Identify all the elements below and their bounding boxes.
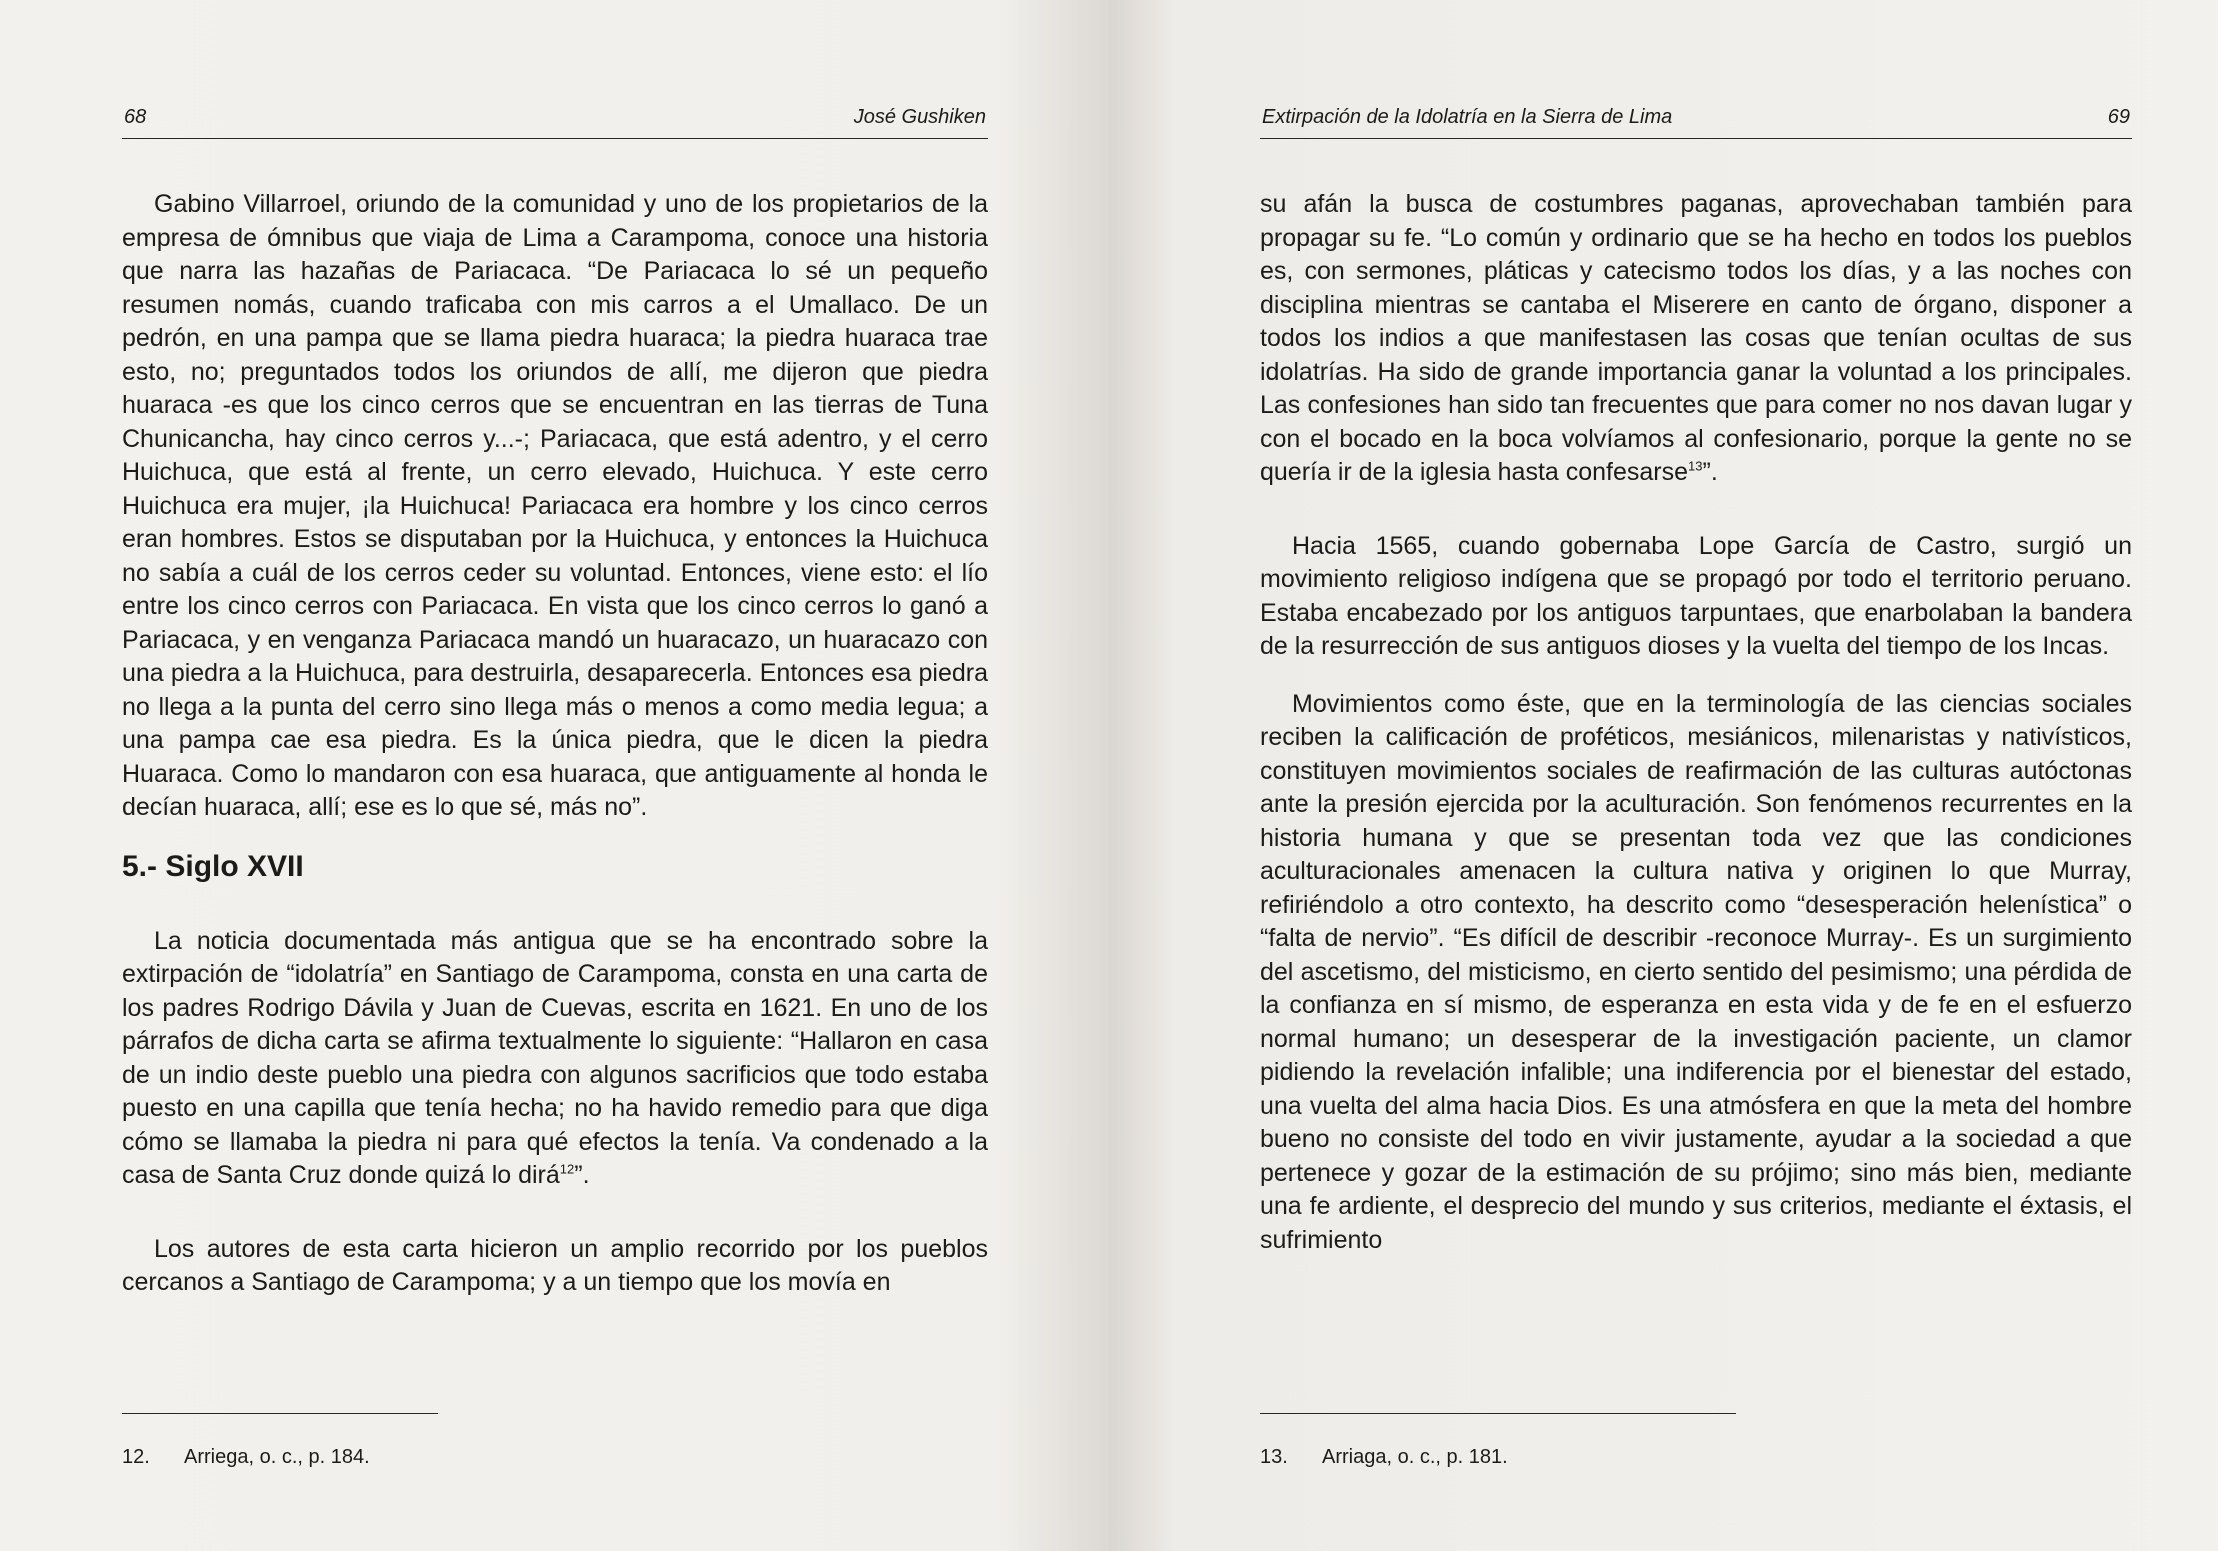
paragraph-text: su afán la busca de costumbres paganas, aprovechaban también para propagar su fe. “Lo común y ordinario que se ha hecho en todos los pueblos es, con sermones, pláticas y catecismo todos los días, y a las noches con disciplina mientras se cantaba el Miserere en canto de órgano, disponer a todos los indios a que manifestasen las cosas que tenían ocultas de sus idolatrías. Ha sido de grande importancia ganar la voluntad a los principales. Las confesiones han sido tan frecuentes que para comer no nos davan lugar y con el bocado en la boca volvíamos al confesionario, porque la gente no se quería ir de la iglesia hasta confesarse: [1260, 190, 2132, 486]
left-running-header: [122, 104, 988, 139]
page-number: 68: [124, 106, 147, 128]
page-number: 69: [2107, 106, 2130, 128]
quote-close: ”.: [1702, 458, 1718, 486]
running-head-author: José Gushiken: [853, 106, 986, 128]
right-body-text: [1260, 188, 2132, 1257]
paragraph: Los autores de esta carta hicieron un amplio recorrido por los pueblos cercanos a Santiago de Carampoma; y a un tiempo que los movía en: [122, 1234, 988, 1296]
section-heading: 5.- Siglo XVII: [122, 849, 304, 883]
quote-close: ”.: [574, 1161, 590, 1189]
footnote-number: 13.: [1260, 1446, 1288, 1468]
right-page: [1109, 0, 2218, 1551]
paragraph-text: La noticia documentada más antigua que se ha encontrado sobre la extirpación de “idolatría” en Santiago de Carampoma, consta en una carta de los padres Rodrigo Dávila y Juan de Cuevas, escrita en 1621. En uno de los párrafos de dicha carta se afirma textualmente lo siguiente: “Hallaron en casa de un indio deste pueblo una piedra con algunos sacrificios que todo estaba puesto en una capilla que tenía hecha; no ha havido remedio para que diga cómo se llamaba la piedra ni para qué efectos la tenía. Va condenado a la casa de Santa Cruz donde quizá lo dirá: [122, 926, 988, 1189]
right-running-header: [1260, 104, 2132, 139]
footnote-text: Arriaga, o. c., p. 181.: [1322, 1446, 1508, 1468]
paragraph: Hacia 1565, cuando gobernaba Lope García de Castro, surgió un movimiento religioso indígena que se propagó por todo el territorio peruano. Estaba encabezado por los antiguos tarpuntaes, que enarbolaban la bandera de la resurrección de sus antiguos dioses y la vuelta del tiempo de los Incas.: [1260, 531, 2132, 660]
paragraph: [122, 925, 988, 1193]
left-body-text: [122, 188, 988, 1300]
paragraph: Gabino Villarroel, oriundo de la comunidad y uno de los propietarios de la empresa de ómnibus que viaja de Lima a Carampoma, conoce una historia que narra las hazañas de Pariacaca. “De Pariacaca lo sé un pequeño resumen nomás, cuando traficaba con mis carros a el Umallaco. De un pedrón, en una pampa que se llama piedra huaraca; la piedra huaraca trae esto, no; preguntados todos los oriundos de allí, me dijeron que piedra huaraca -es que los cinco cerros que se encuentran en las tierras de Tuna Chunicancha, hay cinco cerros y...-; Pariacaca, que está adentro, y el cerro Huichuca, que está al frente, un cerro elevado, Huichuca. Y este cerro Huichuca era mujer, ¡la Huichuca! Pariacaca era hombre y los cinco cerros eran hombres. Estos se disputaban por la Huichuca, y entonces la Huichuca no sabía a cuál de los cerros ceder su voluntad. Entonces, viene esto: el lío entre los cinco cerros con Pariacaca. En vista que los cinco cerros lo ganó a Pariacaca, y en venganza Pariacaca mandó un huaracazo, un huaracazo con una piedra a la Huichuca, para destruirla, desaparecerla. Entonces esa piedra no llega a la punta del cerro sino llega más o menos a como media legua; a una pampa cae esa piedra. Es la única piedra, que le dicen la piedra Huaraca. Como lo mandaron con esa huaraca, que antiguamente al honda le decían huaraca, allí; ese es lo que sé, más no”.: [122, 190, 988, 821]
running-head-title: Extirpación de la Idolatría en la Sierra de Lima: [1262, 106, 1673, 128]
footnote-number: 12.: [122, 1446, 150, 1468]
footnote-rule: [122, 1413, 438, 1414]
footnote-ref: 13: [1688, 458, 1703, 474]
footnote-ref: 12: [559, 1161, 575, 1177]
paragraph: Movimientos como éste, que en la terminología de las ciencias sociales reciben la calificación de proféticos, mesiánicos, milenaristas y nativísticos, constituyen movimientos sociales de reafirmación de las culturas autóctonas ante la presión ejercida por la aculturación. Son fenómenos recurrentes en la historia humana y que se presentan toda vez que las condiciones aculturacionales amenacen la cultura nativa y originen lo que Murray, refiriéndolo a otro contexto, ha descrito como “desesperación helenística” o “falta de nervio”. “Es difícil de describir -reconoce Murray-. Es un surgimiento del ascetismo, del misticismo, en cierto sentido del pesimismo; una pérdida de la confianza en sí mismo, de esperanza en esta vida y de fe en el esfuerzo normal humano; un desesperar de la investigación paciente, un clamor pidiendo la revelación infalible; una indiferencia por el bienestar del estado, una vuelta del alma hacia Dios. Es una atmósfera en que la meta del hombre bueno no consiste del todo en vivir justamente, ayudar a la sociedad a que pertenece y gozar de la estimación de su prójimo; sino más bien, mediante una fe ardiente, el desprecio del mundo y sus criterios, mediante el éxtasis, el sufrimiento: [1260, 689, 2132, 1254]
footnote-rule: [1260, 1413, 1736, 1414]
footnote: [1260, 1446, 1508, 1469]
footnote-text: Arriega, o. c., p. 184.: [184, 1446, 370, 1468]
paragraph: [1260, 188, 2132, 490]
footnote: [122, 1446, 370, 1469]
